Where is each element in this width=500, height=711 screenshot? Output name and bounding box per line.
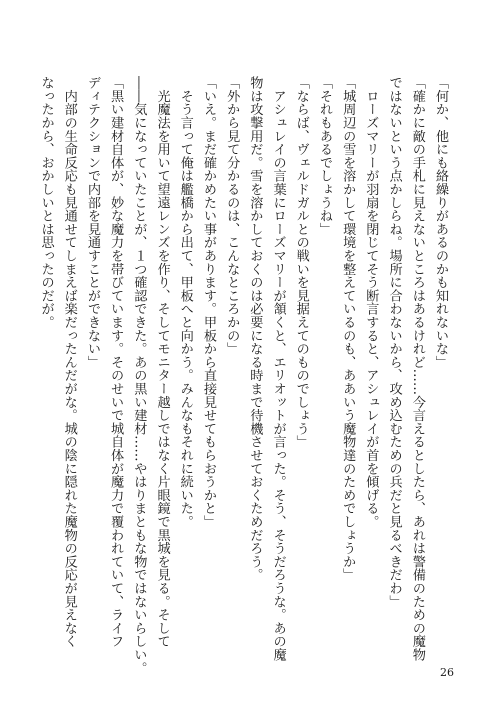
text-line: 「それもあるでしょうね」: [316, 76, 332, 236]
text-line: 内部の生命反応も見通せてしまえば楽だったんだがな。城の陰に隠れた魔物の反応が見えなく: [61, 76, 77, 648]
text-line: ディテクションで内部を見通すことができない」: [84, 76, 100, 369]
text-line: ではないという点かしらね。場所に合わないから、攻め込むための兵だと見るべきだわ」: [386, 76, 402, 608]
text-line: 「いえ。まだ確かめたい事があります。甲板から直接見せてもらおうかと」: [200, 76, 216, 529]
text-line: 物は攻撃用だ。雪を溶かしておくのは必要になる時まで待機させておくためだろう。: [247, 76, 263, 582]
text-line: 「城周辺の雪を溶かして環境を整えているのも、ああいう魔物達のためでしょうか」: [340, 76, 356, 582]
text-line: そう言って俺は艦橋から出て、甲板へと向かう。みんなもそれに続いた。: [177, 76, 193, 529]
text-line: 「何か、他にも絡繰りがあるのかも知れないな」: [433, 76, 448, 369]
text-line: 「確かに敵の手札に見えないところはあるけれど……今言えるとしたら、あれは警備のための魔物: [409, 76, 425, 662]
text-line: ――気になっていたことが、１つ確認できた。あの黒い建材……やはりまともな物ではないらしい。: [131, 76, 147, 675]
page-number: 26: [440, 666, 454, 679]
text-line: 「外から見て分かるのは、こんなところかの」: [224, 76, 240, 356]
text-line: なったから、おかしいとは思ったのだが。: [38, 76, 54, 329]
text-line: ローズマリーが羽扇を閉じてそう断言すると、アシュレイが首を傾げる。: [363, 76, 379, 529]
text-line: 光魔法を用いて望遠レンズを作り、そしてモニター越しではなく片眼鏡で黒城を見る。そして: [154, 76, 170, 648]
text-line: 「ならば、ヴェルドガルとの戦いを見据えてのものでしょう」: [293, 76, 309, 449]
text-line: アシュレイの言葉にローズマリーが頷くと、エリオットが言った。そう、そうだろうな。あの魔: [270, 76, 286, 662]
text-line: 「黒い建材自体が、妙な魔力を帯びています。そのせいで城自体が魔力で覆われていて、ライフ: [108, 76, 124, 648]
